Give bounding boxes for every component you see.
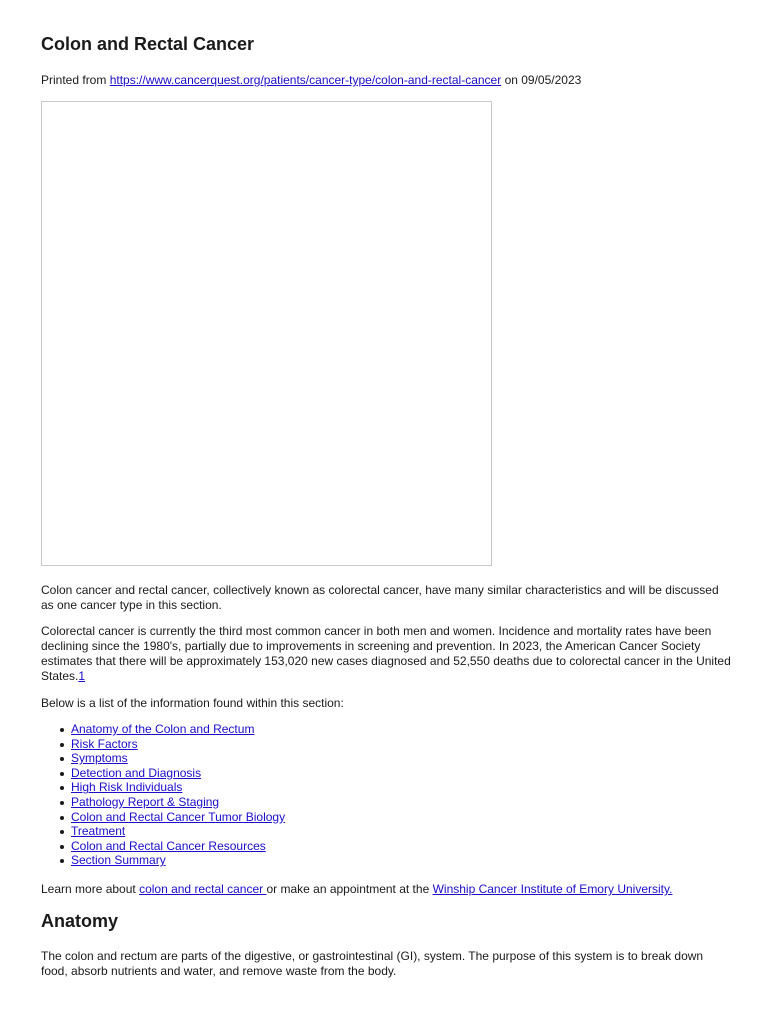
- toc-link-tumor-biology[interactable]: Colon and Rectal Cancer Tumor Biology: [71, 809, 286, 824]
- reference-link[interactable]: 1: [78, 669, 86, 683]
- page-title: Colon and Rectal Cancer: [41, 34, 255, 54]
- source-url-link[interactable]: https://www.cancerquest.org/patients/cancer-type/colon-and-rectal-cancer: [109, 73, 502, 87]
- stats-paragraph: [41, 624, 731, 684]
- bullet-icon: [60, 845, 64, 849]
- toc-link-risk-factors[interactable]: Risk Factors: [71, 736, 138, 751]
- stats-text: Colorectal cancer is currently the third most common cancer in both men and women. Incidence and mortality rates have been declining since the 1980's, partially due to improvements in screening and prevention. In 2023, the American Cancer Society estimates that there will be approximately 153,020 new cases diagnosed and 52,550 deaths due to colorectal cancer in the United States.: [41, 624, 731, 683]
- learn-prefix: Learn more about: [41, 882, 140, 896]
- bullet-icon: [60, 772, 64, 776]
- anatomy-paragraph: The colon and rectum are parts of the digestive, or gastrointestinal (GI), system. The purpose of this system is to break down food, absorb nutrients and water, and remove waste from the body.: [41, 949, 704, 978]
- anatomy-heading: Anatomy: [41, 911, 119, 931]
- toc-item: [41, 810, 285, 825]
- bullet-icon: [60, 786, 64, 790]
- bullet-icon: [60, 743, 64, 747]
- toc-link-symptoms[interactable]: Symptoms: [71, 751, 128, 766]
- learn-more-line: [41, 882, 672, 897]
- bullet-icon: [60, 830, 64, 834]
- bullet-icon: [60, 728, 64, 732]
- toc-link-resources[interactable]: Colon and Rectal Cancer Resources: [71, 838, 266, 853]
- toc-item: [41, 737, 285, 752]
- toc-item: [41, 751, 285, 766]
- printed-date: on 09/05/2023: [501, 73, 582, 87]
- toc-item: [41, 824, 285, 839]
- learn-middle: or make an appointment at the: [266, 882, 433, 896]
- toc-link-summary[interactable]: Section Summary: [71, 853, 166, 868]
- toc-link-high-risk[interactable]: High Risk Individuals: [71, 780, 183, 795]
- toc-item: [41, 766, 285, 781]
- toc-item: [41, 853, 285, 868]
- toc-item: [41, 795, 285, 810]
- bullet-icon: [60, 859, 64, 863]
- image-placeholder: [41, 101, 492, 566]
- toc-item: [41, 780, 285, 795]
- toc-link-pathology[interactable]: Pathology Report & Staging: [71, 794, 220, 809]
- toc-item: [41, 839, 285, 854]
- list-intro: Below is a list of the information found within this section:: [41, 696, 344, 710]
- printed-prefix: Printed from: [41, 73, 110, 87]
- colon-rectal-cancer-link[interactable]: colon and rectal cancer: [139, 882, 267, 896]
- printed-from-line: [41, 73, 581, 88]
- bullet-icon: [60, 801, 64, 805]
- toc-item: [41, 722, 285, 737]
- toc-link-detection[interactable]: Detection and Diagnosis: [71, 765, 202, 780]
- section-toc-list: [41, 722, 285, 868]
- winship-institute-link[interactable]: Winship Cancer Institute of Emory University.: [432, 882, 673, 896]
- intro-paragraph: Colon cancer and rectal cancer, collectively known as colorectal cancer, have many similar characteristics and will be discussed as one cancer type in this section.: [41, 583, 719, 612]
- bullet-icon: [60, 757, 64, 761]
- toc-link-anatomy[interactable]: Anatomy of the Colon and Rectum: [71, 722, 255, 736]
- bullet-icon: [60, 816, 64, 820]
- toc-link-treatment[interactable]: Treatment: [71, 824, 126, 839]
